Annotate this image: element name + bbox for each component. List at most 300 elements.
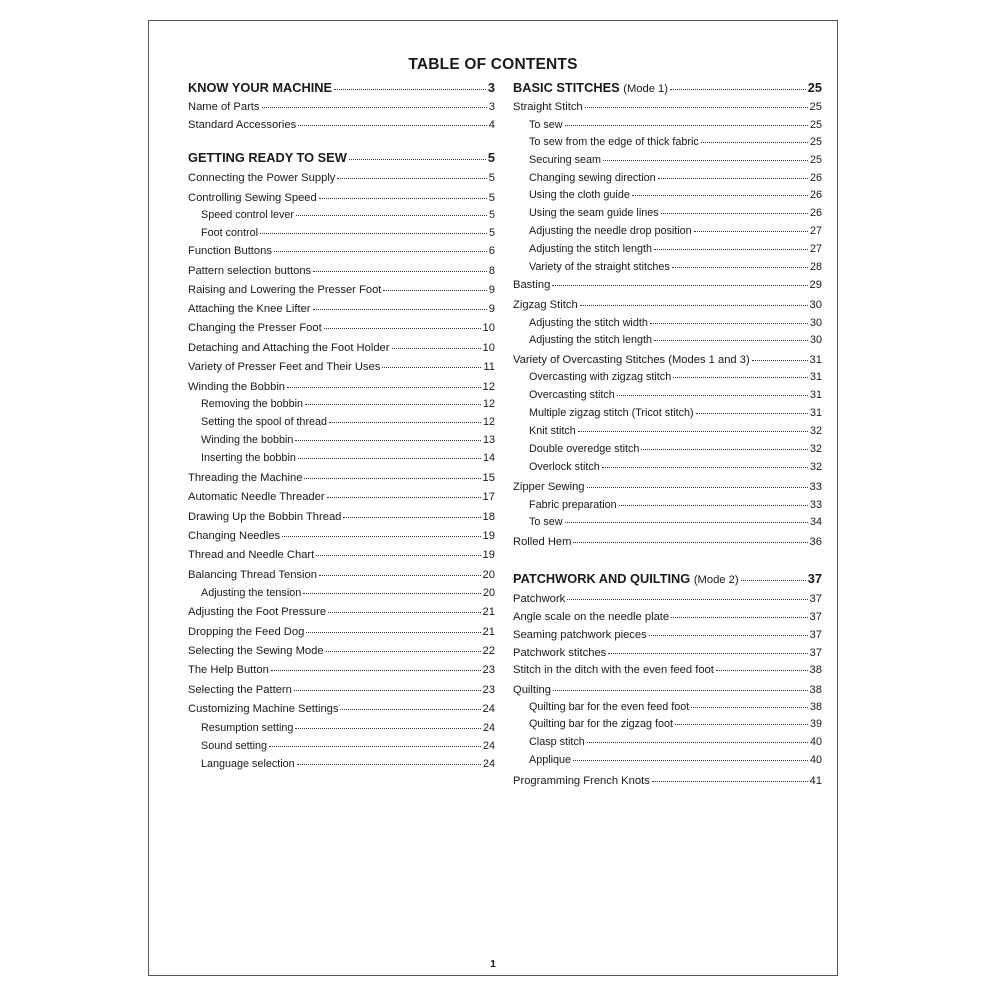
toc-entry	[188, 192, 495, 205]
toc-entry-label	[188, 342, 390, 355]
toc-entry	[513, 461, 822, 474]
toc-entry	[188, 322, 495, 335]
toc-entry-label	[529, 317, 648, 330]
dot-leader	[306, 632, 480, 633]
toc-page-number: 13	[482, 434, 495, 446]
dot-leader	[553, 690, 808, 691]
toc-entry-label	[188, 81, 332, 94]
toc-entry-label	[188, 472, 302, 485]
toc-entry-title: Securing seam	[529, 154, 602, 166]
toc-entry-label	[188, 549, 314, 562]
toc-page-number: 5	[488, 192, 495, 204]
toc-entry	[188, 626, 495, 639]
toc-entry-title: Multiple zigzag stitch (Tricot stitch)	[529, 407, 694, 419]
dot-leader	[327, 497, 481, 498]
dot-leader	[297, 764, 481, 765]
toc-entry-title: Raising and Lowering the Presser Foot	[188, 284, 382, 296]
toc-entry-label	[529, 389, 615, 402]
toc-page-number: 19	[482, 530, 495, 542]
toc-entry-label	[529, 516, 563, 529]
toc-entry-label	[188, 626, 304, 639]
toc-entry-label	[529, 243, 652, 256]
toc-page-number: 26	[809, 207, 822, 219]
dot-leader	[617, 395, 808, 396]
toc-page-number: 30	[809, 317, 822, 329]
toc-entry-label	[201, 416, 327, 429]
dot-leader	[340, 709, 480, 710]
toc-page-number: 17	[482, 491, 495, 503]
toc-section-heading	[513, 572, 822, 587]
dot-leader	[274, 251, 487, 252]
toc-entry-label	[513, 101, 583, 114]
toc-entry-label	[529, 736, 585, 749]
toc-entry-title: The Help Button	[188, 664, 269, 676]
toc-entry-label	[529, 225, 692, 238]
toc-page-number: 5	[487, 150, 495, 165]
toc-page-number: 5	[488, 209, 495, 221]
toc-page-number: 23	[482, 684, 495, 696]
toc-entry	[513, 481, 822, 494]
dot-leader	[565, 125, 808, 126]
toc-entry-title: To sew	[529, 516, 563, 528]
toc-entry-title: Winding the bobbin	[201, 434, 294, 446]
toc-entry-label	[513, 354, 750, 367]
toc-entry	[513, 701, 822, 714]
toc-entry	[188, 361, 495, 374]
dot-leader	[287, 387, 481, 388]
toc-page-number: 38	[809, 664, 822, 676]
dot-leader	[585, 107, 808, 108]
toc-entry-title: Fabric preparation	[529, 499, 617, 511]
toc-page-number: 12	[482, 381, 495, 393]
toc-entry-title: Clasp stitch	[529, 736, 585, 748]
toc-entry	[188, 434, 495, 447]
toc-entry-label	[513, 536, 571, 549]
toc-entry-title: Adjusting the Foot Pressure	[188, 606, 327, 618]
toc-entry	[188, 472, 495, 485]
toc-entry	[513, 119, 822, 132]
toc-entry	[188, 342, 495, 355]
toc-entry-title: Customizing Machine Settings	[188, 703, 339, 715]
toc-entry-label	[529, 425, 576, 438]
dot-leader	[313, 309, 487, 310]
dot-leader	[269, 746, 481, 747]
toc-entry	[513, 754, 822, 767]
toc-entry-title: Dropping the Feed Dog	[188, 626, 305, 638]
dot-leader	[328, 612, 480, 613]
dot-leader	[295, 440, 481, 441]
toc-page-number: 3	[487, 80, 495, 95]
toc-entry-title: Function Buttons	[188, 245, 272, 257]
toc-entry-label	[188, 381, 285, 394]
dot-leader	[587, 487, 808, 488]
toc-page-number: 12	[482, 416, 495, 428]
toc-entry	[513, 334, 822, 347]
toc-page-number: 32	[809, 443, 822, 455]
toc-entry-label	[513, 81, 668, 96]
toc-page-number: 10	[482, 342, 495, 354]
toc-entry	[188, 491, 495, 504]
toc-entry-label	[188, 530, 280, 543]
dot-leader	[694, 231, 808, 232]
toc-entry-label	[188, 361, 380, 374]
page-title: TABLE OF CONTENTS	[408, 56, 578, 73]
dot-leader	[752, 360, 808, 361]
toc-section-heading	[513, 81, 822, 96]
toc-entry-label	[201, 452, 296, 465]
toc-entry	[188, 758, 495, 771]
dot-leader	[716, 670, 808, 671]
toc-entry-title: Automatic Needle Threader	[188, 491, 325, 503]
toc-entry-title: Foot control	[201, 227, 259, 239]
toc-entry-title: Overcasting with zigzag stitch	[529, 371, 672, 383]
toc-entry-label	[529, 718, 673, 731]
page-number: 1	[490, 959, 496, 970]
toc-entry-title: Balancing Thread Tension	[188, 569, 317, 581]
toc-entry-label	[529, 136, 699, 149]
toc-entry-label	[188, 322, 322, 335]
dot-leader	[573, 760, 808, 761]
toc-page-number: 14	[482, 452, 495, 464]
toc-entry-label	[188, 303, 311, 316]
toc-entry	[188, 740, 495, 753]
toc-entry-label	[201, 758, 295, 771]
dot-leader	[652, 781, 808, 782]
toc-page-number: 25	[809, 101, 822, 113]
toc-page-number: 10	[482, 322, 495, 334]
dot-leader	[672, 267, 808, 268]
toc-entry-title: KNOW YOUR MACHINE	[188, 80, 333, 95]
toc-entry-title: Removing the bobbin	[201, 398, 304, 410]
toc-entry	[513, 279, 822, 292]
toc-entry	[513, 425, 822, 438]
toc-entry	[188, 119, 495, 132]
toc-entry-label	[188, 703, 338, 716]
toc-entry-label	[529, 461, 600, 474]
dot-leader	[305, 404, 481, 405]
toc-entry-title: Changing Needles	[188, 530, 281, 542]
toc-entry-label	[188, 192, 317, 205]
dot-leader	[349, 159, 486, 160]
toc-entry-label	[529, 371, 671, 384]
toc-entry-label	[201, 227, 258, 240]
toc-entry-label	[188, 101, 260, 114]
toc-entry	[188, 664, 495, 677]
dot-leader	[319, 198, 487, 199]
toc-entry-title: To sew from the edge of thick fabric	[529, 136, 699, 148]
toc-entry	[513, 225, 822, 238]
toc-entry-label	[529, 154, 601, 167]
toc-entry	[188, 587, 495, 600]
toc-page-number: 31	[809, 389, 822, 401]
toc-entry	[513, 243, 822, 256]
toc-entry	[188, 452, 495, 465]
dot-leader	[567, 599, 807, 600]
toc-page-number: 29	[809, 279, 822, 291]
dot-leader	[649, 635, 808, 636]
toc-page-number: 4	[488, 119, 495, 131]
toc-entry-label	[513, 593, 565, 606]
toc-entry-title: Adjusting the stitch width	[529, 317, 648, 329]
dot-leader	[295, 728, 481, 729]
toc-entry-title: Connecting the Power Supply	[188, 172, 336, 184]
toc-entry	[513, 136, 822, 149]
dot-leader	[641, 449, 808, 450]
toc-entry-title: To sew	[529, 119, 563, 131]
toc-entry	[188, 303, 495, 316]
toc-entry	[188, 101, 495, 114]
toc-entry-title: Selecting the Sewing Mode	[188, 645, 324, 657]
dot-leader	[382, 367, 481, 368]
dot-leader	[329, 422, 481, 423]
dot-leader	[580, 305, 808, 306]
toc-entry-title: Drawing Up the Bobbin Thread	[188, 511, 342, 523]
dot-leader	[691, 707, 808, 708]
toc-entry-title: Name of Parts	[188, 101, 260, 113]
toc-page-number: 31	[809, 371, 822, 383]
toc-entry-mode: (Mode 1)	[623, 83, 668, 95]
toc-page-number: 8	[488, 265, 495, 277]
toc-entry-title: Basting	[513, 279, 551, 291]
toc-page-number: 37	[809, 611, 822, 623]
dot-leader	[654, 249, 808, 250]
dot-leader	[298, 458, 481, 459]
toc-entry-label	[529, 407, 694, 420]
toc-entry	[513, 499, 822, 512]
toc-entry	[513, 371, 822, 384]
toc-entry-title: Using the seam guide lines	[529, 207, 659, 219]
toc-entry	[513, 317, 822, 330]
toc-page-number: 24	[482, 740, 495, 752]
toc-page-number: 23	[482, 664, 495, 676]
dot-leader	[675, 724, 808, 725]
toc-entry-label	[188, 172, 335, 185]
toc-page-number: 22	[482, 645, 495, 657]
toc-entry	[188, 398, 495, 411]
toc-page-number: 3	[488, 101, 495, 113]
dot-leader	[303, 593, 481, 594]
toc-page-number: 9	[488, 284, 495, 296]
toc-entry	[188, 416, 495, 429]
toc-entry-label	[188, 151, 347, 164]
toc-entry-label	[188, 284, 381, 297]
toc-entry	[513, 354, 822, 367]
toc-entry-title: Language selection	[201, 758, 295, 770]
dot-leader	[608, 653, 807, 654]
dot-leader	[654, 340, 808, 341]
toc-entry	[188, 549, 495, 562]
toc-page-number: 31	[809, 407, 822, 419]
toc-entry-title: Selecting the Pattern	[188, 684, 292, 696]
toc-entry-label	[513, 279, 550, 292]
toc-entry-title: Pattern selection buttons	[188, 265, 312, 277]
toc-entry-title: Detaching and Attaching the Foot Holder	[188, 342, 390, 354]
toc-page-number: 21	[482, 606, 495, 618]
toc-entry-label	[513, 664, 714, 677]
toc-entry	[188, 381, 495, 394]
toc-entry-title: Threading the Machine	[188, 472, 303, 484]
toc-page-number: 27	[809, 225, 822, 237]
toc-entry-label	[188, 664, 269, 677]
toc-entry	[188, 245, 495, 258]
toc-page-number: 34	[809, 516, 822, 528]
toc-entry-title: Straight Stitch	[513, 101, 583, 113]
toc-entry	[513, 101, 822, 114]
dot-leader	[658, 178, 808, 179]
toc-entry	[513, 443, 822, 456]
toc-section-heading	[188, 81, 495, 94]
dot-leader	[383, 290, 486, 291]
toc-entry-label	[188, 684, 292, 697]
toc-page-number: 37	[809, 593, 822, 605]
dot-leader	[573, 542, 807, 543]
dot-leader	[324, 328, 481, 329]
dot-leader	[326, 651, 481, 652]
toc-entry-label	[529, 189, 630, 202]
toc-entry-title: PATCHWORK AND QUILTING	[513, 571, 691, 586]
toc-entry-label	[529, 261, 670, 274]
toc-entry-label	[529, 701, 689, 714]
toc-page-number: 30	[809, 299, 822, 311]
dot-leader	[603, 160, 808, 161]
toc-entry-label	[188, 606, 326, 619]
toc-page-number: 32	[809, 461, 822, 473]
dot-leader	[319, 575, 481, 576]
dot-leader	[296, 215, 487, 216]
dot-leader	[671, 617, 807, 618]
toc-entry-title: Patchwork stitches	[513, 647, 607, 659]
toc-entry-label	[513, 684, 551, 697]
toc-page-number: 24	[482, 703, 495, 715]
dot-leader	[670, 89, 806, 90]
toc-entry-title: Variety of Presser Feet and Their Uses	[188, 361, 381, 373]
toc-page-number: 19	[482, 549, 495, 561]
toc-page-number: 11	[483, 361, 495, 373]
toc-page-number: 30	[809, 334, 822, 346]
dot-leader	[696, 413, 808, 414]
dot-leader	[313, 271, 487, 272]
toc-entry-title: Seaming patchwork pieces	[513, 629, 647, 641]
toc-page-number: 5	[488, 172, 495, 184]
toc-entry-title: Applique	[529, 754, 572, 766]
toc-page-number: 26	[809, 189, 822, 201]
toc-page-number: 28	[809, 261, 822, 273]
toc-page-number: 24	[482, 722, 495, 734]
toc-entry	[513, 629, 822, 642]
toc-entry-label	[188, 265, 311, 278]
toc-entry	[188, 722, 495, 735]
toc-entry-title: Adjusting the stitch length	[529, 243, 653, 255]
toc-entry	[513, 299, 822, 312]
toc-entry-label	[529, 443, 639, 456]
toc-entry	[513, 736, 822, 749]
dot-leader	[282, 536, 480, 537]
toc-page-number: 25	[807, 80, 822, 95]
toc-entry-label	[201, 587, 301, 600]
toc-entry-label	[529, 172, 656, 185]
toc-page-number: 38	[809, 701, 822, 713]
toc-page-number: 40	[809, 754, 822, 766]
toc-entry-title: Zipper Sewing	[513, 481, 585, 493]
toc-page-number: 20	[482, 569, 495, 581]
toc-page-number: 39	[809, 718, 822, 730]
toc-page-number: 12	[482, 398, 495, 410]
toc-entry-title: Adjusting the tension	[201, 587, 302, 599]
toc-entry	[188, 172, 495, 185]
toc-entry	[513, 775, 822, 788]
toc-entry-title: Attaching the Knee Lifter	[188, 303, 311, 315]
toc-page-number: 33	[809, 481, 822, 493]
toc-page-number: 9	[488, 303, 495, 315]
toc-entry	[513, 536, 822, 549]
dot-leader	[741, 580, 806, 581]
toc-entry-title: Overlock stitch	[529, 461, 600, 473]
toc-page-number: 18	[482, 511, 495, 523]
toc-page-number: 41	[809, 775, 822, 787]
toc-page-number: 15	[482, 472, 495, 484]
toc-page-number: 40	[809, 736, 822, 748]
toc-entry	[188, 511, 495, 524]
dot-leader	[262, 107, 487, 108]
dot-leader	[271, 670, 481, 671]
toc-page-number: 5	[488, 227, 495, 239]
toc-entry-label	[188, 511, 341, 524]
toc-entry-title: Variety of Overcasting Stitches (Modes 1 and 3)	[513, 354, 750, 366]
toc-page-number: 31	[809, 354, 822, 366]
toc-entry-title: Double overedge stitch	[529, 443, 640, 455]
toc-entry-title: Adjusting the needle drop position	[529, 225, 692, 237]
toc-entry-label	[188, 569, 317, 582]
toc-page-number: 36	[809, 536, 822, 548]
toc-entry-title: Adjusting the stitch length	[529, 334, 653, 346]
toc-entry	[188, 606, 495, 619]
dot-leader	[316, 555, 480, 556]
toc-entry-title: Quilting	[513, 684, 551, 696]
toc-entry-label	[188, 491, 325, 504]
dot-leader	[578, 431, 808, 432]
dot-leader	[650, 323, 808, 324]
toc-entry-label	[513, 775, 650, 788]
dot-leader	[294, 690, 481, 691]
toc-entry-title: Stitch in the ditch with the even feed foot	[513, 664, 714, 676]
toc-entry-title: Variety of the straight stitches	[529, 261, 670, 273]
toc-entry-title: Speed control lever	[201, 209, 295, 221]
dot-leader	[565, 522, 808, 523]
toc-entry	[513, 647, 822, 660]
toc-entry	[513, 154, 822, 167]
toc-entry-label	[188, 245, 272, 258]
toc-entry-title: Quilting bar for the even feed foot	[529, 701, 690, 713]
toc-entry	[188, 569, 495, 582]
toc-entry-title: Standard Accessories	[188, 119, 297, 131]
toc-entry-title: Rolled Hem	[513, 536, 572, 548]
toc-entry	[513, 407, 822, 420]
toc-entry-label	[513, 481, 585, 494]
toc-entry	[188, 265, 495, 278]
toc-entry-label	[201, 722, 293, 735]
dot-leader	[337, 178, 486, 179]
toc-entry-label	[513, 611, 669, 624]
toc-entry-title: Programming French Knots	[513, 775, 650, 787]
toc-entry-title: BASIC STITCHES	[513, 80, 620, 95]
toc-entry-label	[513, 647, 606, 660]
toc-page-number: 21	[482, 626, 495, 638]
toc-entry-label	[201, 434, 293, 447]
toc-entry-label	[201, 740, 267, 753]
toc-entry-label	[513, 299, 578, 312]
toc-entry-title: Changing the Presser Foot	[188, 322, 322, 334]
dot-leader	[260, 233, 487, 234]
